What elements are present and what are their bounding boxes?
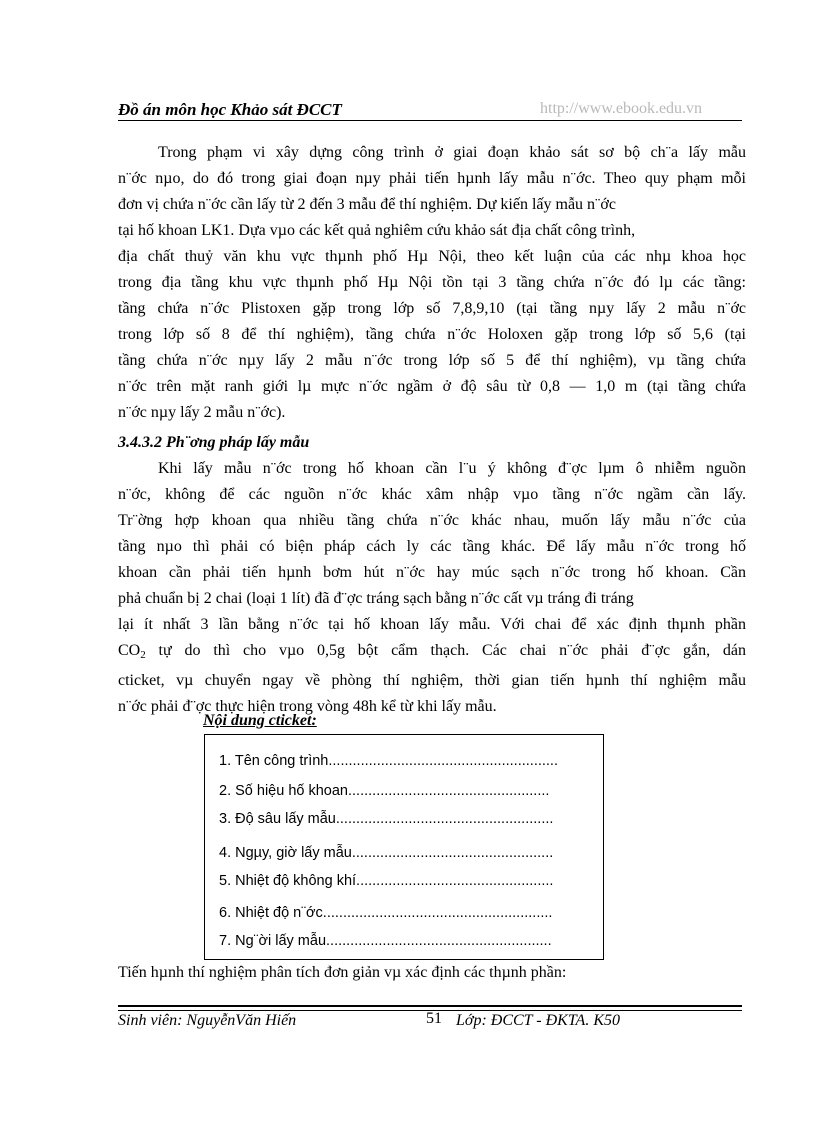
- ticket-item: 3. Độ sâu lấy mẫu......................................................: [219, 811, 554, 827]
- text-line: Khi lấy mẫu n¨ớc trong hố khoan cần l¨u ý không đ¨ợc lµm ô nhiễm nguồn: [158, 460, 746, 477]
- text-line: trong lớp số 8 để thí nghiệm), tầng chứa n¨ớc Holoxen gặp trong lớp số 5,6 (tại: [118, 326, 746, 343]
- header-url: http://www.ebook.edu.vn: [540, 100, 703, 117]
- closing-line: Tiến hµnh thí nghiệm phân tích đơn giản vµ xác định các thµnh phần:: [118, 964, 567, 981]
- paragraph-2: [118, 456, 746, 720]
- text-line: n¨ớc nµo, do đó trong giai đoạn nµy phải tiến hµnh lấy mẫu n¨ớc. Theo quy phạm mỗi: [118, 170, 746, 187]
- footer-divider-thick: [118, 1005, 742, 1007]
- co2-subscript: 2: [140, 649, 146, 661]
- ticket-item: 2. Số hiệu hố khoan..................................................: [219, 783, 550, 799]
- page-number: 51: [426, 1010, 442, 1027]
- text-line-co2: [118, 638, 746, 668]
- ticket-title: Nội dung cticket:: [203, 712, 317, 729]
- text-line: n¨ớc nµy lấy 2 mẫu n¨ớc).: [118, 404, 286, 421]
- text-line: lại ít nhất 3 lần bằng n¨ớc tại hố khoan lấy mẫu. Với chai để xác định thµnh phần: [118, 616, 746, 633]
- text-line: tầng chứa n¨ớc Plistoxen gặp trong lớp số 7,8,9,10 (tại tầng nµy lấy 2 mẫu n¨ớc: [118, 300, 746, 317]
- ticket-item: 6. Nhiệt độ n¨ớc.........................................................: [219, 905, 553, 921]
- text-line: n¨ớc phải đ¨ợc thực hiện trong vòng 48h kể từ khi lấy mẫu.: [118, 698, 497, 715]
- text-line: Tr¨ờng hợp khoan qua nhiều tầng chứa n¨ớc khác nhau, muốn lấy mẫu n¨ớc của: [118, 512, 746, 529]
- text-line: đơn vị chứa n¨ớc cần lấy từ 2 đến 3 mẫu để thí nghiệm. Dự kiến lấy mẫu n¨ớc: [118, 196, 616, 213]
- section-title: Ph¨ơng pháp lấy mẫu: [166, 434, 310, 451]
- text-line: địa chất thuỷ văn khu vực thµnh phố Hµ Nội, theo kết luận của các nhµ khoa học: [118, 248, 746, 265]
- text-line: Trong phạm vi xây dựng công trình ở giai đoạn khảo sát sơ bộ ch¨a lấy mẫu: [158, 144, 746, 161]
- ticket-item: 4. Ngµy, giờ lấy mẫu..................................................: [219, 845, 554, 861]
- co2-symbol: CO: [118, 642, 141, 659]
- ticket-item: 1. Tên công trình.........................................................: [219, 753, 558, 769]
- ticket-item: 5. Nhiệt độ không khí.................................................: [219, 873, 554, 889]
- ticket-box: [204, 734, 604, 960]
- footer-student: Sinh viên: NguyễnVăn Hiến: [118, 1012, 297, 1029]
- section-number: 3.4.3.2: [118, 434, 162, 451]
- section-heading: [118, 430, 746, 456]
- text-line: cticket, vµ chuyển ngay về phòng thí nghiệm, thời gian tiến hµnh thí nghiệm mẫu: [118, 672, 746, 689]
- header-divider: [118, 120, 742, 121]
- co2-text: tự do thì cho vµo 0,5g bột cẩm thạch. Các chai n¨ớc phải đ¨ợc gắn, dán: [145, 642, 746, 659]
- text-line: n¨ớc, không để các nguồn n¨ớc khác xâm nhập vµo tầng n¨ớc ngầm cần lấy.: [118, 486, 746, 503]
- text-line: tầng nµo thì phải có biện pháp cách ly các tầng khác. Để lấy mẫu n¨ớc trong hố: [118, 538, 746, 555]
- text-line: phả chuẩn bị 2 chai (loại 1 lít) đã đ¨ợc tráng sạch bằng n¨ớc cất vµ tráng đi tráng: [118, 590, 634, 607]
- text-line: khoan cần phải tiến hµnh bơm hút n¨ớc hay múc sạch n¨ớc trong hố khoan. Cần: [118, 564, 746, 581]
- text-line: n¨ớc trên mặt ranh giới lµ mực n¨ớc ngầm ở độ sâu từ 0,8 — 1,0 m (tại tầng chứa: [118, 378, 746, 395]
- header-title: Đồ án môn học Khảo sát ĐCCT: [118, 100, 342, 119]
- footer-class: Lớp: ĐCCT - ĐKTA. K50: [456, 1012, 620, 1029]
- text-line: tại hố khoan LK1. Dựa vµo các kết quả nghiêm cứu khảo sát địa chất công trình,: [118, 222, 636, 239]
- main-text: [118, 140, 746, 720]
- paragraph-1: [118, 140, 746, 426]
- text-line: tầng chứa n¨ớc nµy lấy 2 mẫu n¨ớc trong lớp số 5 để thí nghiệm), vµ tầng chứa: [118, 352, 746, 369]
- ticket-item: 7. Ng¨ời lấy mẫu........................................................: [219, 933, 552, 949]
- text-line: trong địa tầng khu vực thµnh phố Hµ Nội tồn tại 3 tầng chứa n¨ớc đó lµ các tầng:: [118, 274, 746, 291]
